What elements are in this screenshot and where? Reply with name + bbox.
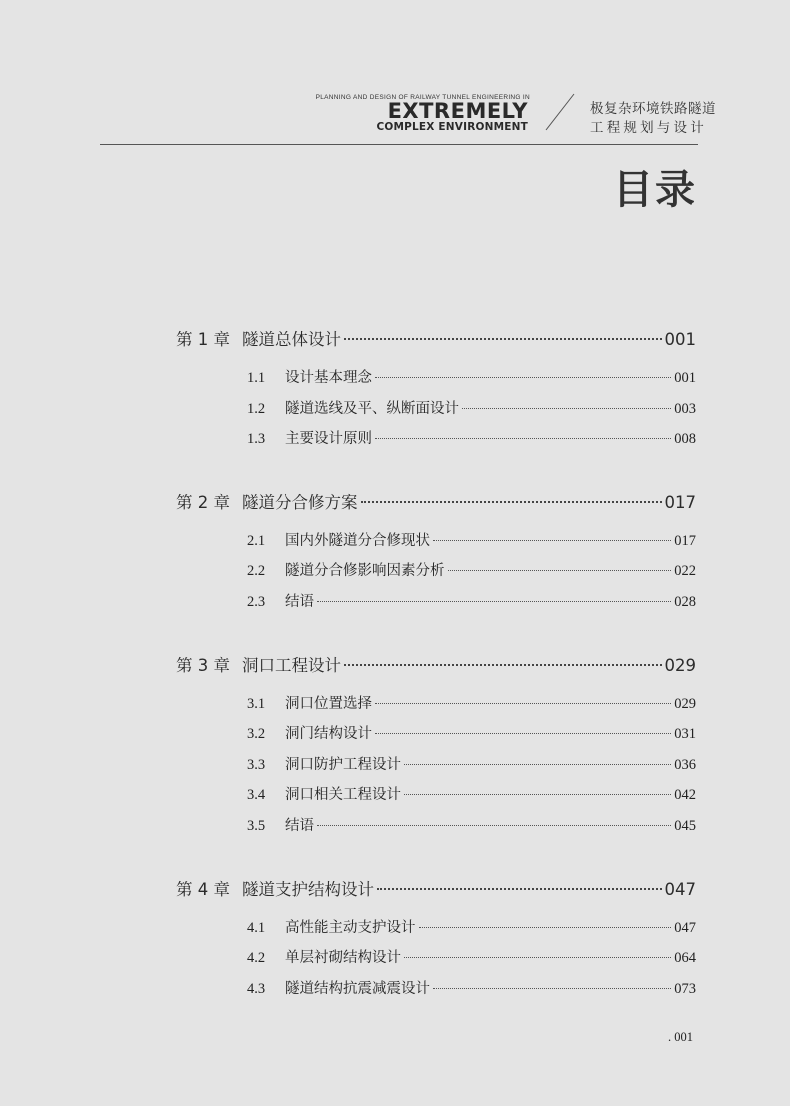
section-title: 洞口相关工程设计 [285, 787, 401, 804]
toc-section[interactable] [247, 753, 696, 784]
section-page: 036 [674, 756, 696, 773]
dot-leader [404, 764, 671, 765]
toc-section[interactable] [247, 397, 696, 428]
toc-section[interactable] [247, 366, 696, 397]
chapter-3-sections [176, 692, 696, 845]
toc-chapter-2[interactable] [176, 489, 696, 519]
section-page: 031 [674, 726, 696, 743]
dot-leader [361, 501, 662, 503]
dot-leader [433, 988, 671, 989]
toc-section[interactable] [247, 590, 696, 621]
toc-chapter-4[interactable] [176, 876, 696, 906]
section-page: 045 [674, 817, 696, 834]
section-title: 主要设计原则 [285, 431, 372, 448]
section-title: 隧道结构抗震减震设计 [285, 980, 430, 997]
section-number: 3.2 [247, 726, 266, 743]
dot-leader [375, 377, 671, 378]
section-number: 4.1 [247, 919, 266, 936]
header-english-title: EXTREMELY [387, 99, 528, 123]
toc-section[interactable] [247, 692, 696, 723]
section-title: 洞口防护工程设计 [285, 756, 401, 773]
toc-chapter-1[interactable] [176, 326, 696, 356]
chapter-title: 隧道分合修方案 [242, 492, 358, 512]
dot-leader [377, 888, 662, 890]
dot-leader [419, 927, 672, 928]
section-title: 高性能主动支护设计 [285, 919, 416, 936]
dot-leader [404, 957, 671, 958]
section-number: 2.3 [247, 593, 266, 610]
dot-leader [433, 540, 671, 541]
toc-title: 目录 [613, 167, 697, 213]
dot-leader [317, 601, 671, 602]
section-title: 隧道分合修影响因素分析 [285, 563, 445, 580]
section-page: 028 [674, 593, 696, 610]
section-title: 设计基本理念 [285, 370, 372, 386]
section-title: 结语 [285, 817, 314, 834]
chapter-title: 隧道支护结构设计 [242, 879, 374, 899]
section-title: 单层衬砌结构设计 [285, 950, 401, 967]
dot-leader [448, 570, 672, 571]
section-number: 3.5 [247, 817, 266, 834]
chapter-number: 第 2 章 [176, 492, 230, 512]
dot-leader [404, 794, 671, 795]
section-page: 047 [674, 919, 696, 936]
header-divider-slash [540, 92, 580, 132]
toc-section[interactable] [247, 946, 696, 977]
section-title: 洞口位置选择 [285, 695, 372, 712]
section-number: 2.2 [247, 563, 266, 580]
section-number: 3.3 [247, 756, 266, 773]
dot-leader [344, 338, 662, 340]
section-title: 结语 [285, 593, 314, 610]
toc-section[interactable] [247, 977, 696, 1008]
section-title: 洞门结构设计 [285, 726, 372, 743]
chapter-1-sections [176, 366, 696, 458]
toc-section[interactable] [247, 783, 696, 814]
section-number: 3.1 [247, 695, 266, 712]
section-page: 064 [674, 950, 696, 967]
section-title: 隧道选线及平、纵断面设计 [285, 400, 459, 417]
section-page: 022 [674, 563, 696, 580]
toc-section[interactable] [247, 529, 696, 560]
chapter-number: 第 4 章 [176, 879, 230, 899]
section-page: 003 [674, 400, 696, 417]
chapter-page: 029 [664, 655, 696, 675]
toc-section[interactable] [247, 814, 696, 845]
section-page: 042 [674, 787, 696, 804]
toc-section[interactable] [247, 559, 696, 590]
toc-section[interactable] [247, 427, 696, 458]
dot-leader [462, 408, 671, 409]
section-number: 1.3 [247, 431, 266, 448]
dot-leader [375, 438, 671, 439]
header-english-title-line2: COMPLEX ENVIRONMENT [376, 121, 528, 133]
page-number: . 001 [668, 1030, 693, 1044]
header-chinese-title: 极复杂环境铁路隧道 [590, 101, 716, 117]
chapter-title: 隧道总体设计 [242, 330, 341, 349]
section-number: 1.2 [247, 400, 266, 417]
chapter-page: 001 [664, 330, 696, 349]
section-page: 001 [674, 370, 696, 386]
section-number: 3.4 [247, 787, 266, 804]
chapter-2-sections [176, 529, 696, 621]
section-number: 1.1 [247, 370, 266, 386]
dot-leader [375, 703, 671, 704]
section-page: 008 [674, 431, 696, 448]
chapter-title: 洞口工程设计 [242, 655, 341, 675]
header-rule [100, 144, 698, 145]
chapter-number: 第 3 章 [176, 655, 230, 675]
chapter-4-sections [176, 916, 696, 1008]
chapter-number: 第 1 章 [176, 330, 230, 349]
section-title: 国内外隧道分合修现状 [285, 532, 430, 549]
chapter-page: 017 [664, 492, 696, 512]
section-page: 017 [674, 532, 696, 549]
section-number: 4.2 [247, 950, 266, 967]
toc-chapter-3[interactable] [176, 652, 696, 682]
table-of-contents [176, 326, 696, 1007]
section-number: 4.3 [247, 980, 266, 997]
section-page: 073 [674, 980, 696, 997]
header-english-subtitle: PLANNING AND DESIGN OF RAILWAY TUNNEL ENGINEERING IN [315, 94, 530, 101]
section-number: 2.1 [247, 532, 266, 549]
dot-leader [375, 733, 671, 734]
chapter-page: 047 [664, 879, 696, 899]
toc-section[interactable] [247, 916, 696, 947]
header-chinese-subtitle: 工程规划与设计 [590, 120, 707, 136]
dot-leader [344, 664, 662, 666]
dot-leader [317, 825, 671, 826]
section-page: 029 [674, 695, 696, 712]
toc-section[interactable] [247, 722, 696, 753]
